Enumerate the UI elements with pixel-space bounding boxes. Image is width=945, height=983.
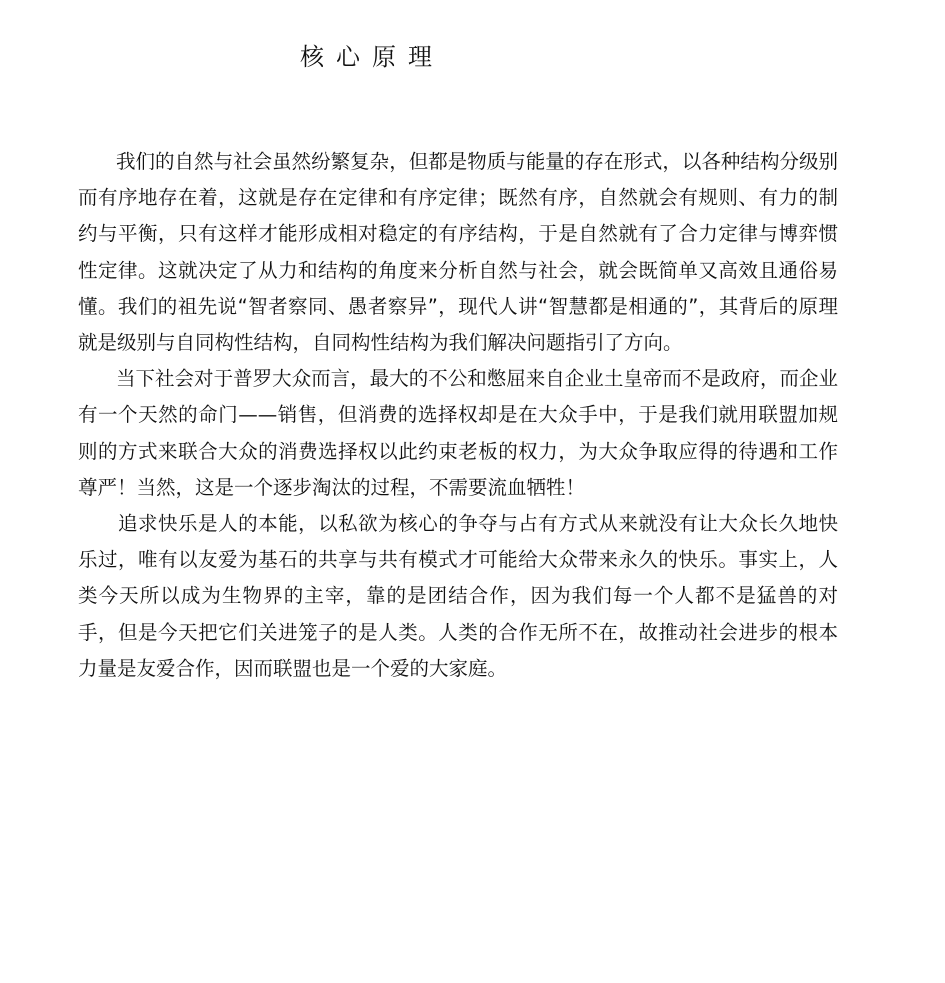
document-body	[78, 144, 838, 687]
document-title: 核心原理	[300, 43, 444, 71]
paragraph-2: 当下社会对于普罗大众而言，最大的不公和憋屈来自企业土皇帝而不是政府，而企业有一个天然的命门——销售，但消费的选择权却是在大众手中，于是我们就用联盟加规则的方式来联合大众的消费选择权以此约束老板的权力，为大众争取应得的待遇和工作尊严！当然，这是一个逐步淘汰的过程，不需要流血牺牲！	[78, 367, 838, 499]
paragraph-3: 追求快乐是人的本能，以私欲为核心的争夺与占有方式从来就没有让大众长久地快乐过，唯有以友爱为基石的共享与共有模式才可能给大众带来永久的快乐。事实上，人类今天所以成为生物界的主宰，靠的是团结合作，因为我们每一个人都不是猛兽的对手，但是今天把它们关进笼子的是人类。人类的合作无所不在，故推动社会进步的根本力量是友爱合作，因而联盟也是一个爱的大家庭。	[78, 512, 838, 680]
paragraph-1: 我们的自然与社会虽然纷繁复杂，但都是物质与能量的存在形式，以各种结构分级别而有序地存在着，这就是存在定律和有序定律；既然有序，自然就会有规则、有力的制约与平衡，只有这样才能形成相对稳定的有序结构，于是自然就有了合力定律与博弈惯性定律。这就决定了从力和结构的角度来分析自然与社会，就会既简单又高效且通俗易懂。我们的祖先说“智者察同、愚者察异”，现代人讲“智慧都是相通的”，其背后的原理就是级别与自同构性结构，自同构性结构为我们解决问题指引了方向。	[78, 150, 838, 355]
